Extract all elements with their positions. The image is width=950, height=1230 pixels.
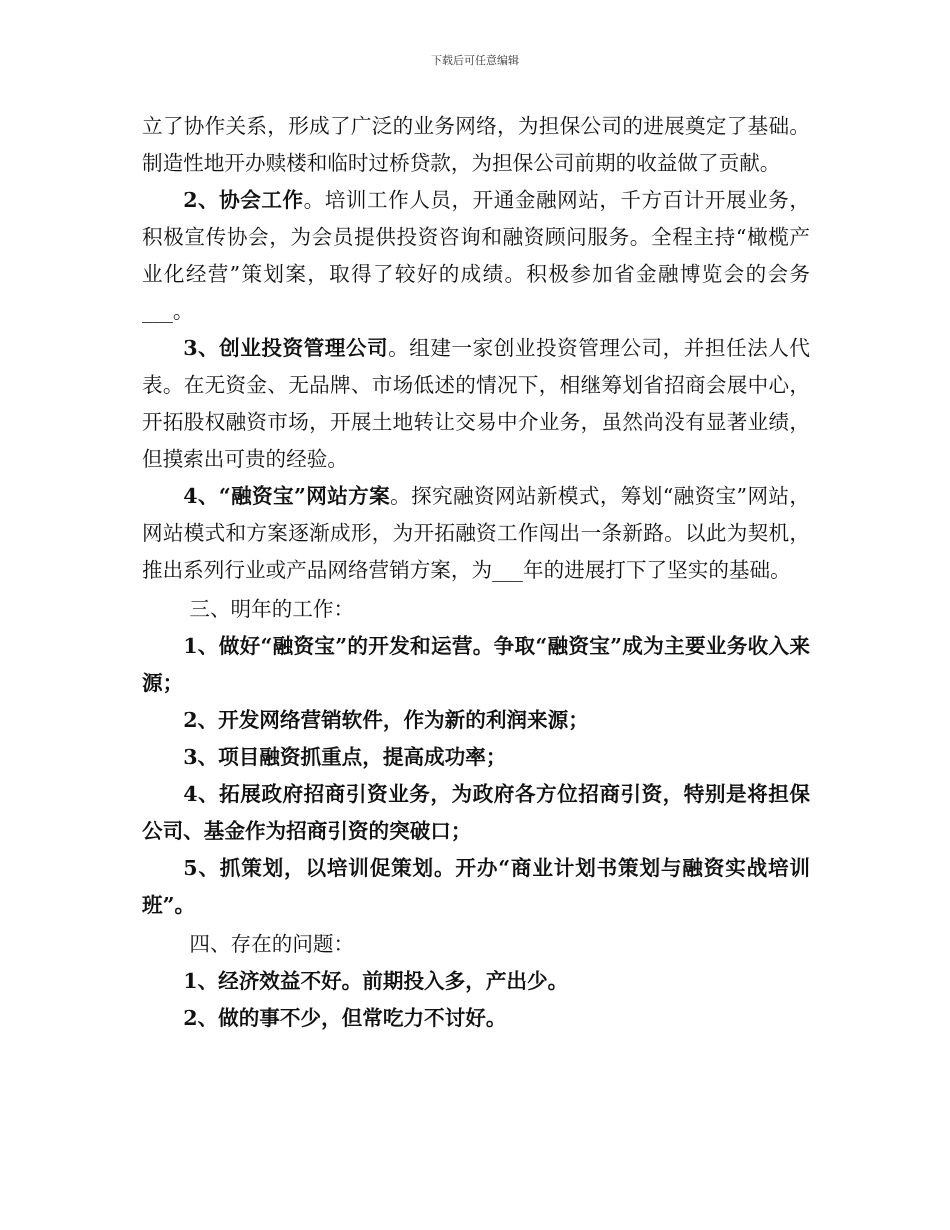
work-item-2: 2、开发网络营销软件，作为新的利润来源； bbox=[183, 708, 589, 732]
paragraph-body: 。组建一家创业投资管理公司，并担任法人代表。在无资金、无品牌、市场低述的情况下，相继筹划省招商会展中心，开拓股权融资市场，开展土地转让交易中介业务，虽然尚没有显著业绩，但摸索出可贵的经验。 bbox=[142, 336, 810, 471]
problem-item-1: 1、经济效益不好。前期投入多，产出少。 bbox=[183, 969, 569, 993]
page-header: 下载后可任意编辑 bbox=[431, 54, 519, 67]
section-heading-next-year: 三、明年的工作： bbox=[189, 597, 355, 621]
work-item-3: 3、项目融资抓重点，提高成功率； bbox=[183, 745, 507, 769]
paragraph-lead: 3、创业投资管理公司 bbox=[183, 336, 389, 360]
work-item-5: 5、抓策划，以培训促策划。开办“商业计划书策划与融资实战培训班”。 bbox=[142, 856, 810, 917]
paragraph-lead: 2、协会工作 bbox=[183, 188, 304, 212]
paragraph-body: 。探究融资网站新模式，筹划“融资宝”网站，网站模式和方案逐渐成形，为开拓融资工作闯出一条新路。以此为契机，推出系列行业或产品网络营销方案，为___年的进展打下了坚实的基础。 bbox=[142, 484, 810, 582]
paragraph-association-work bbox=[142, 182, 810, 330]
section-heading-problems: 四、存在的问题： bbox=[189, 932, 355, 956]
paragraph-venture-capital bbox=[142, 330, 810, 478]
paragraph-website-plan bbox=[142, 478, 810, 589]
paragraph-body: 。培训工作人员，开通金融网站，千方百计开展业务，积极宣传协会，为会员提供投资咨询和融资顾问服务。全程主持“橄榄产业化经营”策划案，取得了较好的成绩。积极参加省金融博览会的会务___。 bbox=[142, 188, 810, 323]
document-body bbox=[142, 108, 810, 1037]
paragraph-lead: 4、“融资宝”网站方案 bbox=[183, 484, 391, 508]
work-item-4: 4、拓展政府招商引资业务，为政府各方位招商引资，特别是将担保公司、基金作为招商引资的突破口； bbox=[142, 782, 810, 843]
paragraph-cooperation: 立了协作关系，形成了广泛的业务网络，为担保公司的进展奠定了基础。制造性地开办赎楼和临时过桥贷款，为担保公司前期的收益做了贡献。 bbox=[142, 114, 810, 175]
work-item-1: 1、做好“融资宝”的开发和运营。争取“融资宝”成为主要业务收入来源； bbox=[142, 634, 810, 695]
problem-item-2: 2、做的事不少，但常吃力不讨好。 bbox=[183, 1006, 507, 1030]
